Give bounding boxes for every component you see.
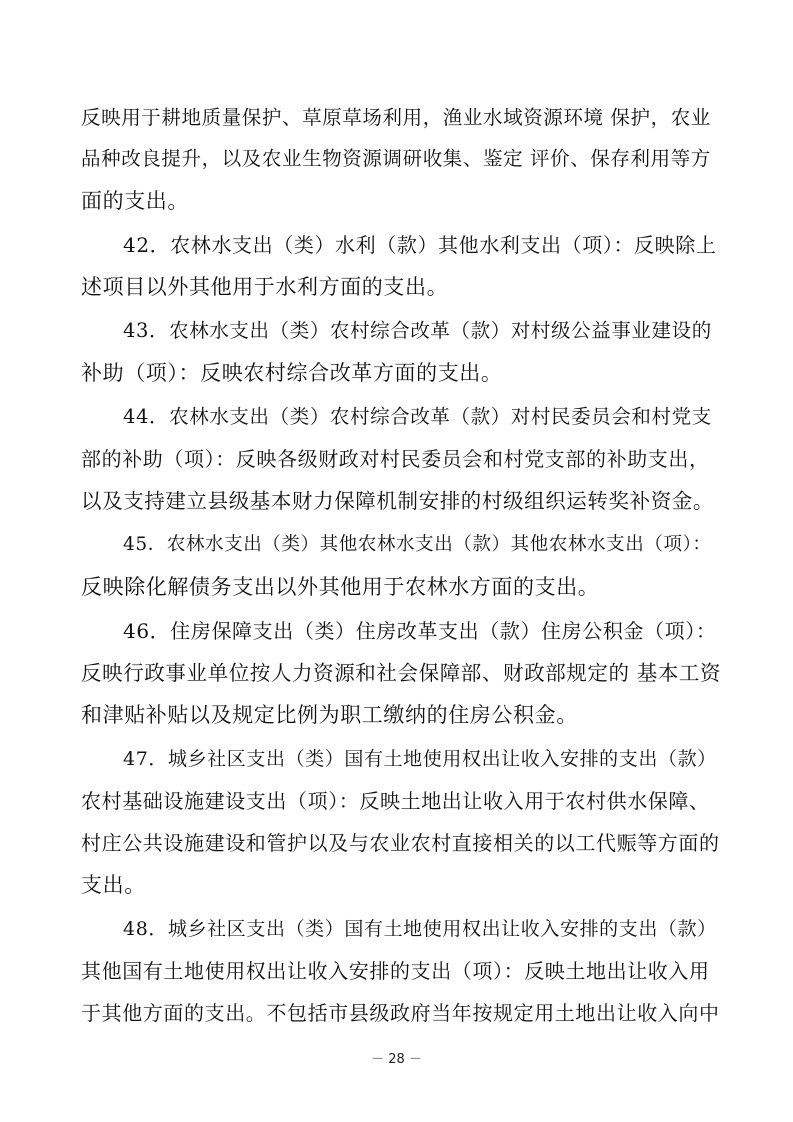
p47-line-3: 支出。 bbox=[81, 873, 146, 897]
p44-line-1: 部的补助（项）：反映各级财政对村民委员会和村党支部的补助支出， bbox=[81, 447, 710, 471]
p48-line-1: 其他国有土地使用权出让收入安排的支出（项）：反映土地出让收入用 bbox=[81, 959, 710, 983]
p43-line-0: 43．农林水支出（类）农村综合改革（款）对村级公益事业建设的 bbox=[123, 319, 712, 342]
p47-line-1: 农村基础设施建设支出（项）：反映土地出让收入用于农村供水保障、 bbox=[81, 789, 710, 813]
p44-line-0: 44．农林水支出（类）农村综合改革（款）对村民委员会和村党支 bbox=[123, 405, 712, 428]
p42-line-1: 述项目以外其他用于水利方面的支出。 bbox=[81, 275, 449, 299]
p47-line-0: 47．城乡社区支出（类）国有土地使用权出让收入安排的支出（款） bbox=[123, 748, 717, 770]
p45-line-1: 反映除化解债务支出以外其他用于农林水方面的支出。 bbox=[81, 575, 600, 599]
p0-line-1: 品种改良提升，以及农业生物资源调研收集、鉴定 评价、保存利用等方 bbox=[81, 147, 711, 170]
p43-line-1: 补助（项）：反映农村综合改革方面的支出。 bbox=[81, 361, 503, 385]
p45-line-0: 45．农林水支出（类）其他农林水支出（款）其他农林水支出（项）： bbox=[123, 534, 712, 555]
p47-line-2: 村庄公共设施建设和管护以及与农业农村直接相关的以工代赈等方面的 bbox=[81, 831, 720, 855]
p44-line-2: 以及支持建立县级基本财力保障机制安排的村级组织运转奖补资金。 bbox=[81, 489, 714, 513]
p42-line-0: 42．农林水支出（类）水利（款）其他水利支出（项）：反映除上 bbox=[123, 233, 717, 257]
p48-line-0: 48．城乡社区支出（类）国有土地使用权出让收入安排的支出（款） bbox=[123, 918, 717, 940]
p48-line-2: 于其他方面的支出。不包括市县级政府当年按规定用土地出让收入向中 bbox=[81, 1001, 720, 1025]
p46-line-0: 46．住房保障支出（类）住房改革支出（款）住房公积金（项）： bbox=[123, 619, 717, 643]
p0-line-2: 面的支出。 bbox=[81, 189, 189, 213]
p46-line-1: 反映行政事业单位按人力资源和社会保障部、财政部规定的 基本工资 bbox=[81, 661, 721, 685]
page-number: － 28 － bbox=[371, 1052, 422, 1067]
p46-line-2: 和津贴补贴以及规定比例为职工缴纳的住房公积金。 bbox=[81, 703, 578, 727]
p0-line-0: 反映用于耕地质量保护、草原草场利用，渔业水域资源环境 保护，农业 bbox=[81, 106, 711, 129]
